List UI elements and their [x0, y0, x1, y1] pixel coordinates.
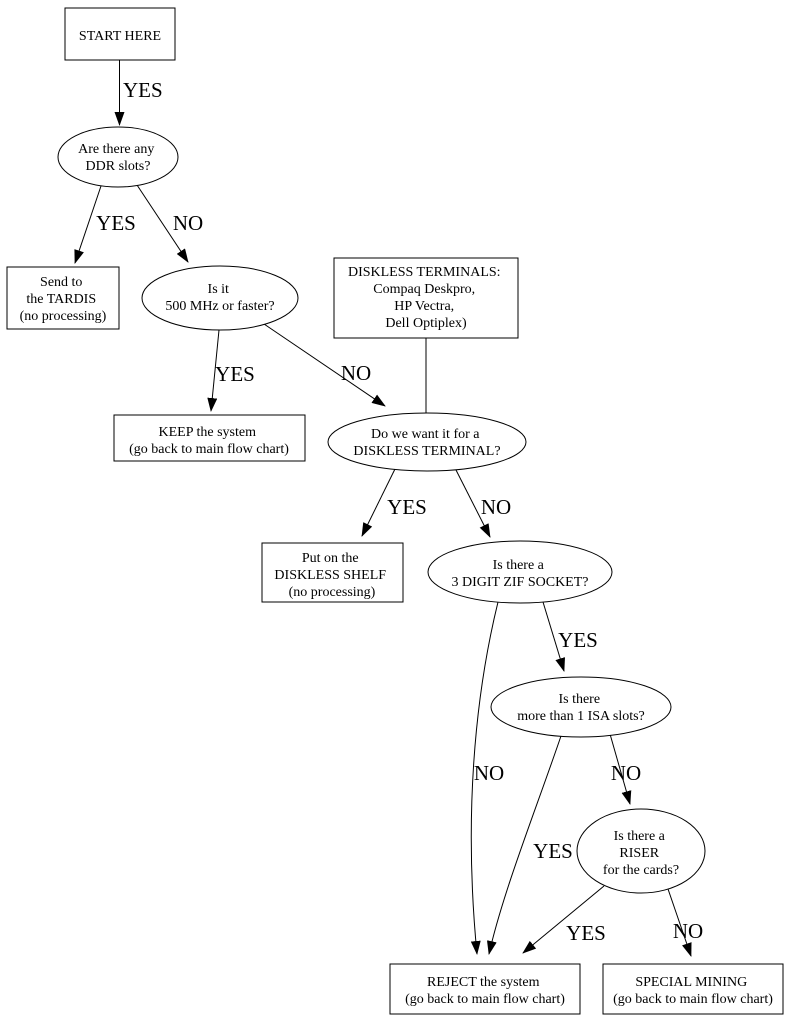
node-500mhz — [142, 266, 298, 330]
edge-label-zif-isa: YES — [558, 628, 598, 652]
edge-label-riser-mining: NO — [672, 919, 704, 943]
node-diskless-shelf — [262, 543, 403, 602]
edge-label-start-ddr: YES — [123, 78, 163, 102]
node-zif-socket — [428, 541, 612, 603]
node-tardis-label: Send to the TARDIS (no processing) — [19, 275, 107, 324]
node-ddr-slots-label: Are there any DDR slots? — [78, 142, 155, 174]
node-special-mining — [603, 964, 783, 1014]
node-isa-slots-label: Is there more than 1 ISA slots? — [517, 692, 645, 724]
edge-label-ddr-tardis: YES — [96, 211, 136, 235]
node-ddr-slots-shape — [58, 127, 178, 187]
node-reject-label: REJECT the system (go back to main flow chart) — [405, 975, 565, 1007]
edge-label-want-shelf: YES — [387, 495, 427, 519]
node-riser-label: Is there a RISER for the cards? — [602, 829, 680, 878]
edge-label-mhz-want: NO — [340, 361, 372, 385]
node-ddr-slots — [58, 127, 178, 187]
edge-label-mhz-keep: YES — [215, 362, 255, 386]
node-diskless-terminals-label: DISKLESS TERMINALS: Compaq Deskpro, HP Vectra, Dell Optiplex) — [347, 265, 501, 331]
node-diskless-shelf-label: Put on the DISKLESS SHELF (no processing) — [274, 551, 387, 600]
node-reject — [390, 964, 580, 1014]
node-500mhz-shape — [142, 266, 298, 330]
node-start — [65, 8, 175, 60]
node-diskless-terminals — [334, 258, 518, 338]
node-riser — [577, 809, 705, 893]
node-tardis — [7, 267, 119, 329]
edge-label-ddr-mhz: NO — [172, 211, 204, 235]
node-keep-label: KEEP the system (go back to main flow chart) — [129, 425, 289, 457]
edge-label-want-zif: NO — [480, 495, 512, 519]
edge-label-riser-reject: YES — [566, 921, 606, 945]
node-isa-slots-shape — [491, 677, 671, 737]
edge-label-zif-reject: NO — [473, 761, 505, 785]
node-want-diskless — [328, 413, 526, 471]
node-isa-slots — [491, 677, 671, 737]
node-keep — [114, 415, 305, 461]
node-want-diskless-label: Do we want it for a DISKLESS TERMINAL? — [353, 427, 501, 459]
node-special-mining-label: SPECIAL MINING (go back to main flow chart) — [613, 975, 773, 1007]
edge-label-isa-reject: YES — [533, 839, 573, 863]
node-zif-socket-label: Is there a 3 DIGIT ZIF SOCKET? — [451, 558, 589, 590]
node-start-label: START HERE — [78, 29, 162, 44]
node-want-diskless-shape — [328, 413, 526, 471]
edge-label-isa-riser: NO — [610, 761, 642, 785]
node-500mhz-label: Is it 500 MHz or faster? — [165, 282, 275, 314]
